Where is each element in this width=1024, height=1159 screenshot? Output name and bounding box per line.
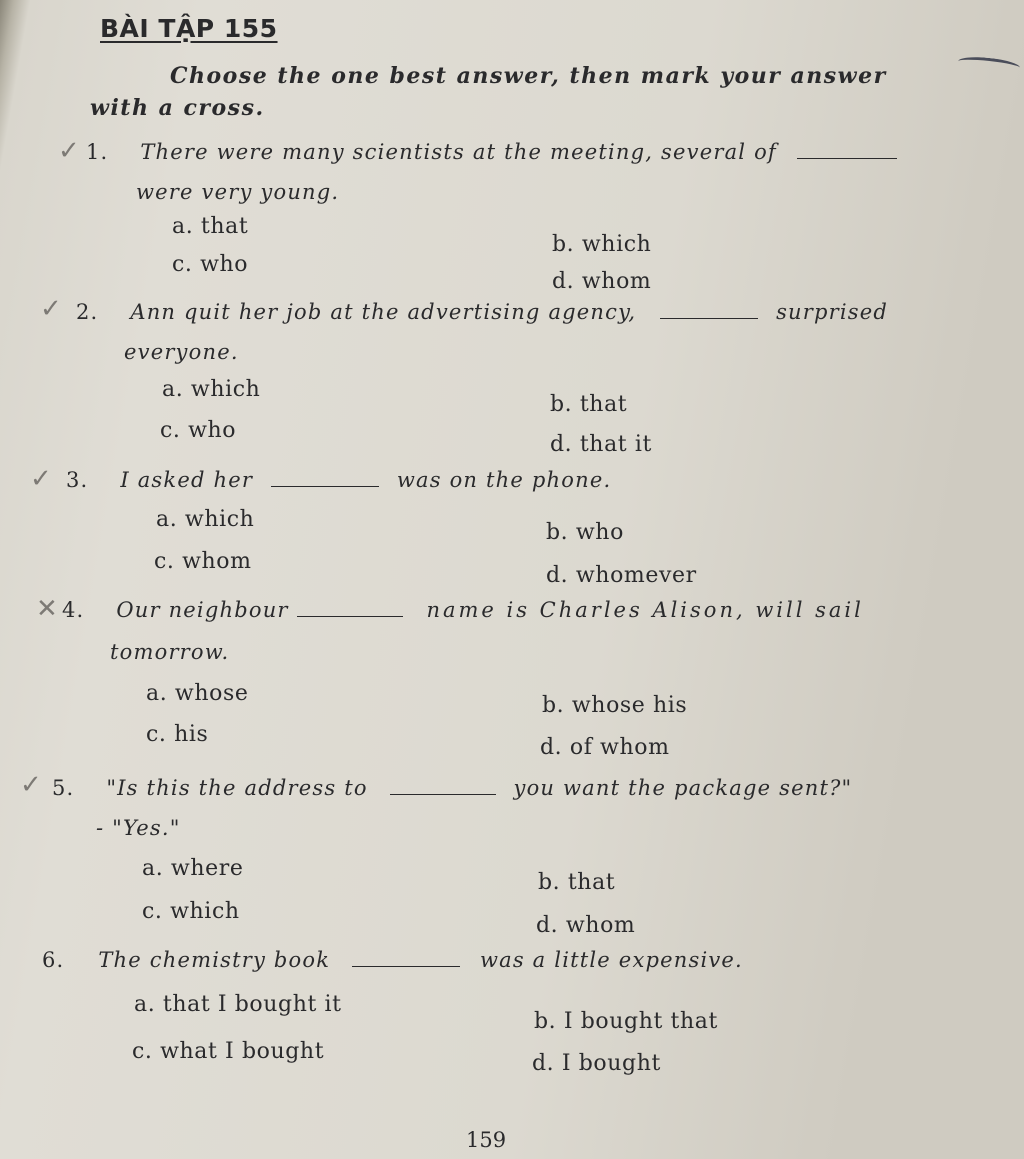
question-number: 5. [52,776,75,800]
question-number: 4. [62,598,85,622]
question-text: The chemistry book [98,948,331,972]
question-text: Our neighbour [116,598,289,622]
answer-blank [390,776,496,795]
pencil-tick-icon: ✓ [20,770,42,800]
question-text-after: was a little expensive. [479,948,743,972]
option-b[interactable]: b. which [552,232,652,257]
question-5-line1 [52,776,852,800]
option-d[interactable]: d. that it [550,432,652,457]
option-b[interactable]: b. that [550,392,628,417]
pencil-tick-icon: ✓ [58,136,80,166]
question-text-cont: were very young. [136,180,340,204]
option-b[interactable]: b. I bought that [534,1009,718,1034]
option-b[interactable]: b. who [546,520,624,545]
option-d[interactable]: d. of whom [540,735,670,760]
question-3-line1 [66,468,611,492]
option-a[interactable]: a. that [172,214,249,239]
option-a[interactable]: a. which [156,507,255,532]
question-text-after: you want the package sent?" [513,776,853,800]
pencil-tick-icon: ✓ [40,294,62,324]
option-d[interactable]: d. whomever [546,563,697,588]
option-c[interactable]: c. whom [154,549,252,574]
question-number: 6. [42,948,65,972]
option-a[interactable]: a. where [142,856,244,881]
question-text-cont: everyone. [124,340,239,364]
option-c[interactable]: c. which [142,899,240,924]
option-a[interactable]: a. whose [146,681,249,706]
question-text-cont: tomorrow. [110,640,230,664]
instruction-text: Choose the one best answer, then mark your answer with a cross. [90,63,887,121]
answer-blank [271,468,379,487]
option-a[interactable]: a. which [162,377,261,402]
exercise-title: BÀI TẬP 155 [100,14,278,43]
question-text-cont: - "Yes." [96,816,181,840]
question-4-line1 [62,598,864,622]
question-text: "Is this the address to [106,776,368,800]
question-number: 1. [86,140,109,164]
answer-blank [352,948,460,967]
answer-blank [660,300,758,319]
option-c[interactable]: c. who [160,418,237,443]
question-number: 3. [66,468,89,492]
answer-blank [797,140,897,159]
question-number: 2. [76,300,99,324]
question-2-line1 [76,300,888,324]
question-text-after: was on the phone. [396,468,612,492]
option-c[interactable]: c. who [172,252,249,277]
answer-blank [297,598,403,617]
option-a[interactable]: a. that I bought it [134,992,342,1017]
option-c[interactable]: c. what I bought [132,1039,325,1064]
question-text: Ann quit her job at the advertising agency, [130,300,637,324]
question-text-after: name is Charles Alison, will sail [426,598,864,622]
pencil-cross-icon: ✕ [36,594,58,624]
question-1-line1 [86,140,897,164]
option-d[interactable]: d. I bought [532,1051,661,1076]
option-d[interactable]: d. whom [552,269,652,294]
question-text-after: surprised [776,300,889,324]
pen-mark [957,55,1020,74]
question-text: There were many scientists at the meeting, several of [140,140,777,164]
page-number: 159 [466,1128,507,1152]
option-c[interactable]: c. his [146,722,209,747]
pencil-tick-icon: ✓ [30,464,52,494]
option-b[interactable]: b. that [538,870,616,895]
option-d[interactable]: d. whom [536,913,636,938]
question-6-line1 [42,948,743,972]
option-b[interactable]: b. whose his [542,693,688,718]
question-text: I asked her [120,468,254,492]
